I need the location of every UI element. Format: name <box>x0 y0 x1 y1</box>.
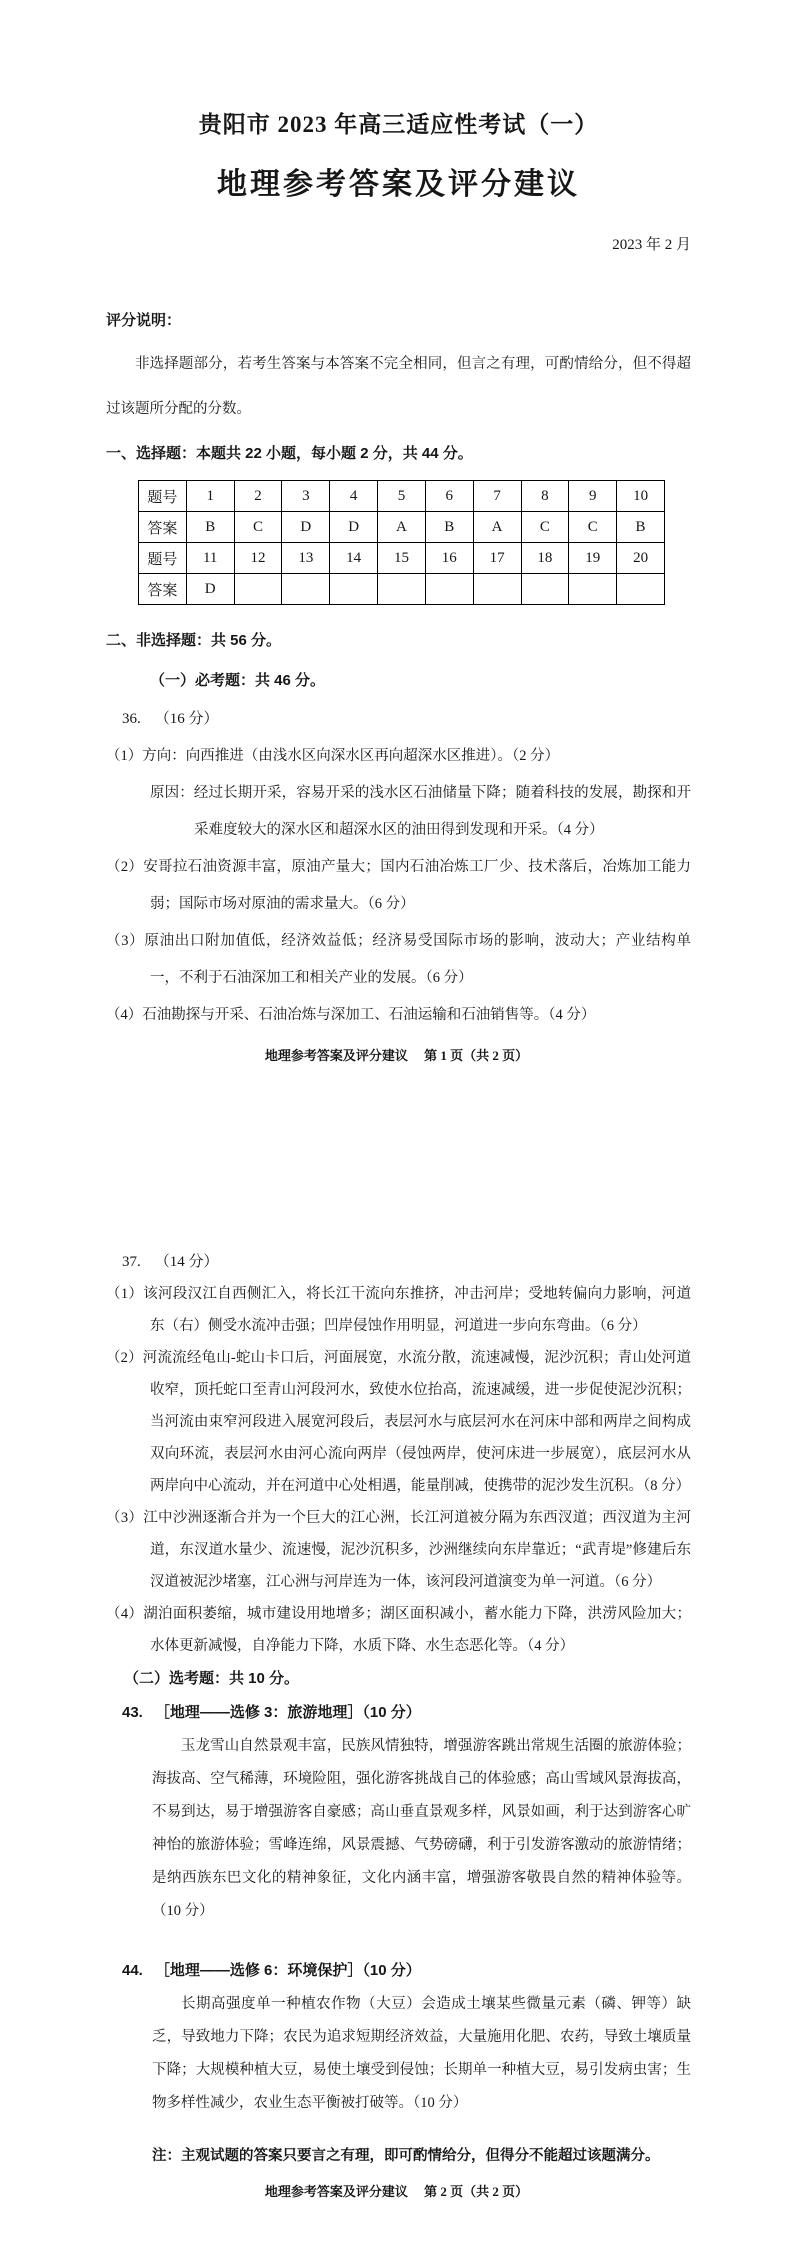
optional-subheading: （二）选考题：共 10 分。 <box>124 1670 300 1687</box>
q37-number: 37. <box>122 1254 141 1270</box>
q43-heading <box>122 1696 691 1730</box>
q36-item-3: （3）原油出口附加值低，经济效益低；经济易受国际市场的影响，波动大；产业结构单一，不利于石油深加工和相关产业的发展。（6 分） <box>106 933 691 986</box>
row-label: 答案 <box>139 574 187 605</box>
table-cell: C <box>569 512 617 543</box>
table-cell: D <box>186 574 234 605</box>
q44-answer: 长期高强度单一种植农作物（大豆）会造成土壤某些微量元素（磷、钾等）缺乏，导致地力下降；农民为追求短期经济效益，大量施用化肥、农药，导致土壤质量下降；大规模种植大豆，易使土壤受到侵蚀；长期单一种植大豆，易引发病虫害；生物多样性减少，农业生态平衡被打破等。（10 分） <box>152 1996 691 2111</box>
table-cell: 20 <box>617 543 665 574</box>
q37-heading <box>122 1246 691 1278</box>
q36-item-4: （4）石油勘探与开采、石油冶炼与深加工、石油运输和石油销售等。（4 分） <box>106 1007 596 1023</box>
table-cell: 13 <box>282 543 330 574</box>
grading-note: 注：主观试题的答案只要言之有理，即可酌情给分，但得分不能超过该题满分。 <box>152 2148 660 2164</box>
table-cell: 19 <box>569 543 617 574</box>
table-cell: 7 <box>473 481 521 512</box>
doc-date: 2023 年 2 月 <box>612 237 691 253</box>
page2-footer: 地理参考答案及评分建议 第 2 页（共 2 页） <box>264 2184 529 2199</box>
row-label: 答案 <box>139 512 187 543</box>
row-label: 题号 <box>139 543 187 574</box>
table-cell: D <box>330 512 378 543</box>
table-cell <box>282 574 330 605</box>
scoring-note-body: 非选择题部分，若考生答案与本答案不完全相同，但言之有理，可酌情给分，但不得超过该题所分配的分数。 <box>106 356 691 417</box>
q43-title: ［地理——选修 3：旅游地理］（10 分） <box>154 1704 421 1721</box>
page-2 <box>0 1122 793 2244</box>
q44-number: 44. <box>122 1962 143 1979</box>
exam-title: 贵阳市 2023 年高三适应性考试（一） <box>198 112 599 137</box>
answer-table-row-ans-2 <box>139 574 665 605</box>
table-cell: B <box>425 512 473 543</box>
q36-item-1: （1）方向：向西推进（由浅水区向深水区再向超深水区推进）。（2 分） <box>106 748 560 764</box>
q44-heading <box>122 1954 691 1988</box>
q36-heading <box>122 701 691 738</box>
table-cell: 3 <box>282 481 330 512</box>
answer-table <box>138 480 665 605</box>
table-cell <box>569 574 617 605</box>
table-cell: A <box>378 512 426 543</box>
table-cell: 12 <box>234 543 282 574</box>
table-cell: 4 <box>330 481 378 512</box>
section1-heading: 一、选择题：本题共 22 小题，每小题 2 分，共 44 分。 <box>106 445 473 462</box>
q37-score: （14 分） <box>154 1254 219 1270</box>
table-cell: C <box>234 512 282 543</box>
page-1-content <box>106 0 691 1034</box>
table-cell <box>521 574 569 605</box>
table-cell: B <box>617 512 665 543</box>
table-cell: D <box>282 512 330 543</box>
table-cell: 2 <box>234 481 282 512</box>
table-cell: 5 <box>378 481 426 512</box>
doc-subtitle: 地理参考答案及评分建议 <box>217 168 580 201</box>
q36-item-2: （2）安哥拉石油资源丰富，原油产量大；国内石油冶炼工厂少、技术落后，冶炼加工能力弱；国际市场对原油的需求量大。（6 分） <box>106 859 691 912</box>
page1-footer: 地理参考答案及评分建议 第 1 页（共 2 页） <box>264 1048 529 1063</box>
q36-number: 36. <box>122 711 141 727</box>
page-2-content <box>106 1122 691 2168</box>
table-cell: 17 <box>473 543 521 574</box>
q44-title: ［地理——选修 6：环境保护］（10 分） <box>154 1962 421 1979</box>
table-cell: 10 <box>617 481 665 512</box>
table-cell: 1 <box>186 481 234 512</box>
q43-number: 43. <box>122 1704 143 1721</box>
section2-heading: 二、非选择题：共 56 分。 <box>106 632 282 649</box>
table-cell: 14 <box>330 543 378 574</box>
table-cell: 6 <box>425 481 473 512</box>
answer-table-row-qnum-2 <box>139 543 665 574</box>
table-cell: C <box>521 512 569 543</box>
q37-item-2: （2）河流流经龟山-蛇山卡口后，河面展宽，水流分散，流速减慢，泥沙沉积；青山处河道收窄，顶托蛇口至青山河段河水，致使水位抬高，流速减缓，进一步促使泥沙沉积；当河流由束窄河段进入展宽河段后，表层河水与底层河水在河床中部和两岸之间构成双向环流，表层河水由河心流向两岸（侵蚀两岸，使河床进一步展宽），底层河水从两岸向中心流动，并在河道中心处相遇，能量削减，使携带的泥沙发生沉积。（8 分） <box>106 1350 691 1494</box>
q37-item-3: （3）江中沙洲逐渐合并为一个巨大的江心洲，长江河道被分隔为东西汊道；西汊道为主河道，东汊道水量少、流速慢，泥沙沉积多，沙洲继续向东岸靠近；“武青堤”修建后东汊道被泥沙堵塞，江心洲与河岸连为一体，该河段河道演变为单一河道。（6 分） <box>106 1510 691 1590</box>
q36-score: （16 分） <box>154 711 219 727</box>
q36-item-1-reason: 原因：经过长期开采，容易开采的浅水区石油储量下降；随着科技的发展，勘探和开采难度较大的深水区和超深水区的油田得到发现和开采。（4 分） <box>150 785 691 838</box>
table-cell: 16 <box>425 543 473 574</box>
q37-item-4: （4）湖泊面积萎缩，城市建设用地增多；湖区面积减小，蓄水能力下降，洪涝风险加大；水体更新减慢，自净能力下降，水质下降、水生态恶化等。（4 分） <box>106 1606 691 1654</box>
table-cell: A <box>473 512 521 543</box>
table-cell: 8 <box>521 481 569 512</box>
row-label: 题号 <box>139 481 187 512</box>
table-cell <box>330 574 378 605</box>
table-cell: 18 <box>521 543 569 574</box>
required-subheading: （一）必考题：共 46 分。 <box>150 672 326 689</box>
answer-table-row-qnum-1 <box>139 481 665 512</box>
table-cell <box>425 574 473 605</box>
table-cell: 11 <box>186 543 234 574</box>
table-cell <box>473 574 521 605</box>
table-cell: B <box>186 512 234 543</box>
answer-table-row-ans-1 <box>139 512 665 543</box>
q37-item-1: （1）该河段汉江自西侧汇入，将长江干流向东推挤，冲击河岸；受地转偏向力影响，河道东（右）侧受水流冲击强；凹岸侵蚀作用明显，河道进一步向东弯曲。（6 分） <box>106 1286 691 1334</box>
table-cell <box>378 574 426 605</box>
q43-answer: 玉龙雪山自然景观丰富，民族风情独特，增强游客跳出常规生活圈的旅游体验；海拔高、空气稀薄，环境险阻，强化游客挑战自己的体验感；高山雪域风景海拔高，不易到达，易于增强游客自豪感；高山垂直景观多样，风景如画，利于达到游客心旷神怡的旅游体验；雪峰连绵，风景震撼、气势磅礴，利于引发游客激动的旅游情绪；是纳西族东巴文化的精神象征，文化内涵丰富，增强游客敬畏自然的精神体验等。（10 分） <box>152 1738 691 1919</box>
table-cell: 15 <box>378 543 426 574</box>
table-cell <box>617 574 665 605</box>
scoring-note-label: 评分说明： <box>106 312 182 329</box>
table-cell: 9 <box>569 481 617 512</box>
table-cell <box>234 574 282 605</box>
